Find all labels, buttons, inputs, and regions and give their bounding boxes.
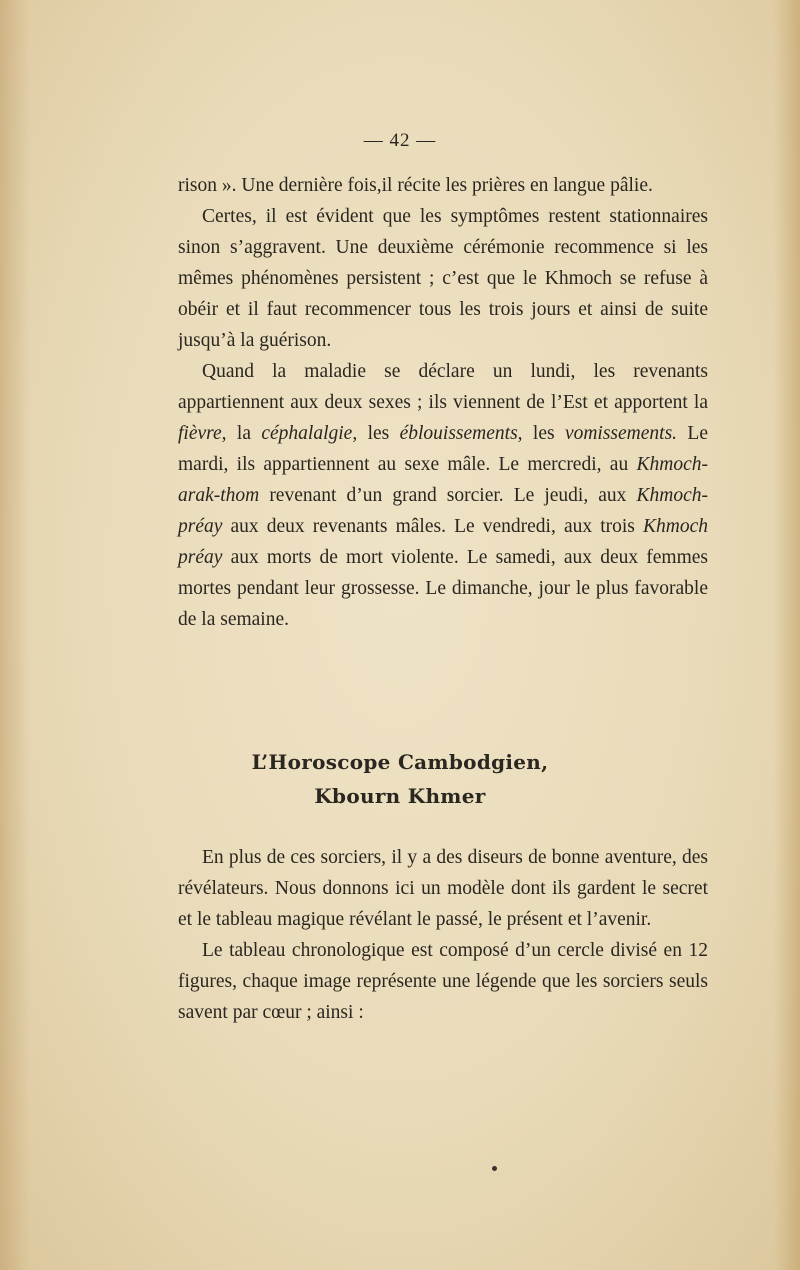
italic-term: vomissements. [564, 423, 678, 444]
ink-dot-mark [492, 1166, 497, 1171]
text-run: Le tableau chronologique est composé d’un cercle divisé en 12 figures, chaque image représente une légende que les sorciers seuls savent par cœur ; ainsi : [178, 940, 708, 1023]
text-section-1 [178, 170, 708, 635]
italic-term: Khmoch préay [178, 516, 708, 568]
paragraph [178, 356, 708, 635]
section-heading-title: L’Horoscope Cambodgien, [251, 750, 549, 774]
paragraph [178, 170, 708, 201]
text-section-2 [178, 842, 708, 1028]
text-run: revenant d’un grand sorcier. Le jeudi, aux [259, 485, 637, 506]
text-run: aux deux revenants mâles. Le vendredi, aux trois [222, 516, 643, 537]
page-edge-shadow-right [774, 0, 800, 1270]
italic-term: céphalalgie, [261, 423, 358, 444]
text-run: rison ». Une dernière fois,il récite les prières en langue pâlie. [178, 175, 653, 196]
italic-term: Khmoch-préay [178, 485, 708, 537]
italic-term: éblouissements, [399, 423, 523, 444]
section-heading-subtitle: Kbourn Khmer [314, 784, 486, 808]
text-run: Le mardi, ils appartiennent au sexe mâle. Le mercredi, au [178, 423, 708, 475]
italic-term: Khmoch-arak-thom [178, 454, 708, 506]
text-run: la [226, 423, 262, 444]
text-run: Certes, il est évident que les symptômes restent stationnaires sinon s’aggravent. Une deuxième cérémonie recommence si les mêmes phénomènes persistent ; c’est que le Khmoch se refuse à obéir et il faut recommencer tous les trois jours et ainsi de suite jusqu’à la guérison. [178, 206, 708, 351]
paragraph [178, 935, 708, 1028]
page-edge-shadow-left [0, 0, 30, 1270]
text-run: Quand la maladie se déclare un lundi, les revenants appartiennent aux deux sexes ; ils viennent de l’Est et apportent la [178, 361, 708, 413]
text-run: les [522, 423, 565, 444]
paragraph [178, 842, 708, 935]
text-run: En plus de ces sorciers, il y a des diseurs de bonne aventure, des révélateurs. Nous donnons ici un modèle dont ils gardent le secret et le tableau magique révélant le passé, le présent et l’avenir. [178, 847, 708, 930]
italic-term: fièvre, [178, 423, 227, 444]
page-number: — 42 — [363, 130, 437, 151]
text-run: les [357, 423, 400, 444]
text-run: aux morts de mort violente. Le samedi, aux deux femmes mortes pendant leur grossesse. Le dimanche, jour le plus favorable de la semaine. [178, 547, 708, 630]
paragraph [178, 201, 708, 356]
